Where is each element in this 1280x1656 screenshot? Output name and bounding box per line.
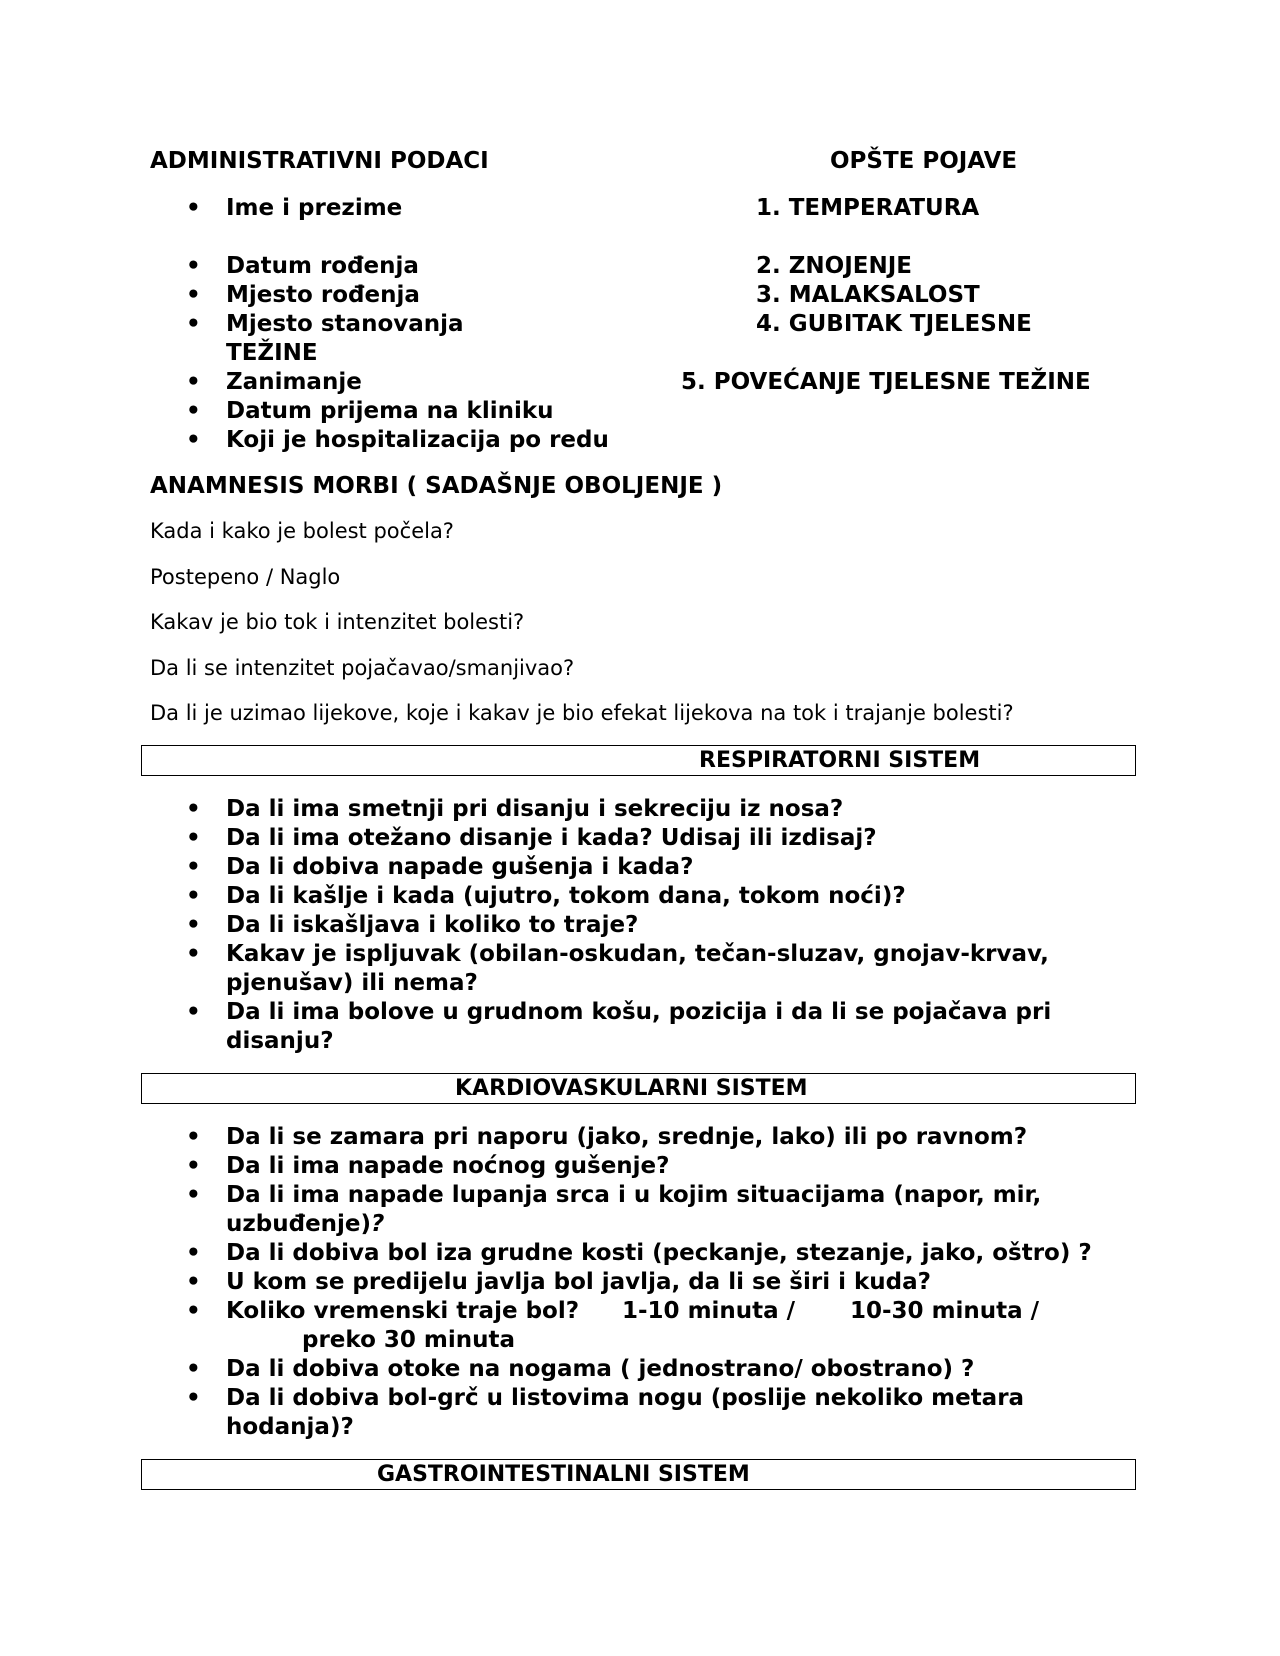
bullet-icon: • (186, 1182, 201, 1208)
list-item: • U kom se predijelu javlja bol javlja, da li se širi i kuda? (186, 1269, 931, 1295)
list-item-wrap: pjenušav) ili nema? (226, 970, 478, 996)
list-item: • Datum prijema na kliniku (186, 398, 554, 424)
list-item: • Da li iskašljava i koliko to traje? (186, 912, 639, 938)
anamnesis-question: Postepeno / Naglo (150, 565, 341, 589)
bullet-icon: • (186, 195, 201, 221)
respiratory-header (141, 745, 1136, 776)
bullet-icon: • (186, 1298, 201, 1324)
gastro-title: GASTROINTESTINALNI SISTEM (377, 1462, 750, 1487)
cardio-title: KARDIOVASKULARNI SISTEM (455, 1076, 808, 1101)
bullet-icon: • (186, 1153, 201, 1179)
list-item: • Da li kašlje i kada (ujutro, tokom dana, tokom noći)? (186, 883, 906, 909)
bullet-icon: • (186, 427, 201, 453)
anamnesis-title: ANAMNESIS MORBI ( SADAŠNJE OBOLJENJE ) (150, 473, 723, 499)
bullet-icon: • (186, 282, 201, 308)
list-item-wrap: TEŽINE (226, 340, 318, 366)
list-item: • Kakav je ispljuvak (obilan-oskudan, tečan-sluzav, gnojav-krvav, (186, 941, 1049, 967)
bullet-icon: • (186, 311, 201, 337)
list-item: • Da li dobiva napade gušenja i kada? (186, 854, 694, 880)
general-item: 1. TEMPERATURA (756, 195, 980, 221)
list-item: • Da li ima napade lupanja srca i u kojim situacijama (napor, mir, (186, 1182, 1042, 1208)
list-item: • Da li dobiva bol-grč u listovima nogu (poslije nekoliko metara (186, 1385, 1025, 1411)
list-item: • Ime i prezime (186, 195, 403, 221)
anamnesis-question: Kada i kako je bolest počela? (150, 519, 454, 543)
list-item-wrap: hodanja)? (226, 1414, 354, 1440)
bullet-icon: • (186, 1356, 201, 1382)
general-item: 5. POVEĆANJE TJELESNE TEŽINE (681, 369, 1091, 395)
bullet-icon: • (186, 854, 201, 880)
list-item: • Zanimanje (186, 369, 362, 395)
list-item: • Da li se zamara pri naporu (jako, srednje, lako) ili po ravnom? (186, 1124, 1028, 1150)
bullet-icon: • (186, 912, 201, 938)
bullet-icon: • (186, 1269, 201, 1295)
list-item: • Da li ima napade noćnog gušenje? (186, 1153, 670, 1179)
bullet-icon: • (186, 369, 201, 395)
cardio-header (141, 1073, 1136, 1104)
list-item-wrap: preko 30 minuta (302, 1327, 516, 1353)
list-item: • Da li ima otežano disanje i kada? Udisaj ili izdisaj? (186, 825, 877, 851)
list-item: • Mjesto stanovanja (186, 311, 464, 337)
list-item: • Mjesto rođenja (186, 282, 420, 308)
bullet-icon: • (186, 1385, 201, 1411)
bullet-icon: • (186, 796, 201, 822)
anamnesis-question: Da li je uzimao lijekove, koje i kakav je bio efekat lijekova na tok i trajanje bolesti? (150, 701, 1014, 725)
list-item: • Datum rođenja (186, 253, 419, 279)
list-item: • Da li ima bolove u grudnom košu, pozicija i da li se pojačava pri (186, 999, 1052, 1025)
list-item: • Da li dobiva otoke na nogama ( jednostrano/ obostrano) ? (186, 1356, 975, 1382)
anamnesis-question: Kakav je bio tok i intenzitet bolesti? (150, 610, 525, 634)
bullet-icon: • (186, 941, 201, 967)
general-item: 4. GUBITAK TJELESNE (756, 311, 1032, 337)
admin-title: ADMINISTRATIVNI PODACI (150, 148, 489, 174)
bullet-icon: • (186, 1124, 201, 1150)
list-item-wrap: disanju? (226, 1028, 334, 1054)
general-item: 2. ZNOJENJE (756, 253, 913, 279)
bullet-icon: • (186, 999, 201, 1025)
gastro-header (141, 1459, 1136, 1490)
list-item: • Da li dobiva bol iza grudne kosti (peckanje, stezanje, jako, oštro) ? (186, 1240, 1092, 1266)
bullet-icon: • (186, 398, 201, 424)
respiratory-title: RESPIRATORNI SISTEM (699, 748, 981, 773)
list-item: • Koji je hospitalizacija po redu (186, 427, 609, 453)
bullet-icon: • (186, 883, 201, 909)
list-item: • Da li ima smetnji pri disanju i sekreciju iz nosa? (186, 796, 844, 822)
general-item: 3. MALAKSALOST (756, 282, 980, 308)
anamnesis-question: Da li se intenzitet pojačavao/smanjivao? (150, 656, 575, 680)
bullet-icon: • (186, 825, 201, 851)
bullet-icon: • (186, 1240, 201, 1266)
general-title: OPŠTE POJAVE (830, 148, 1018, 174)
list-item-wrap: uzbuđenje)? (226, 1211, 385, 1237)
bullet-icon: • (186, 253, 201, 279)
list-item: • Koliko vremenski traje bol? 1-10 minuta / 10-30 minuta / (186, 1298, 1040, 1324)
